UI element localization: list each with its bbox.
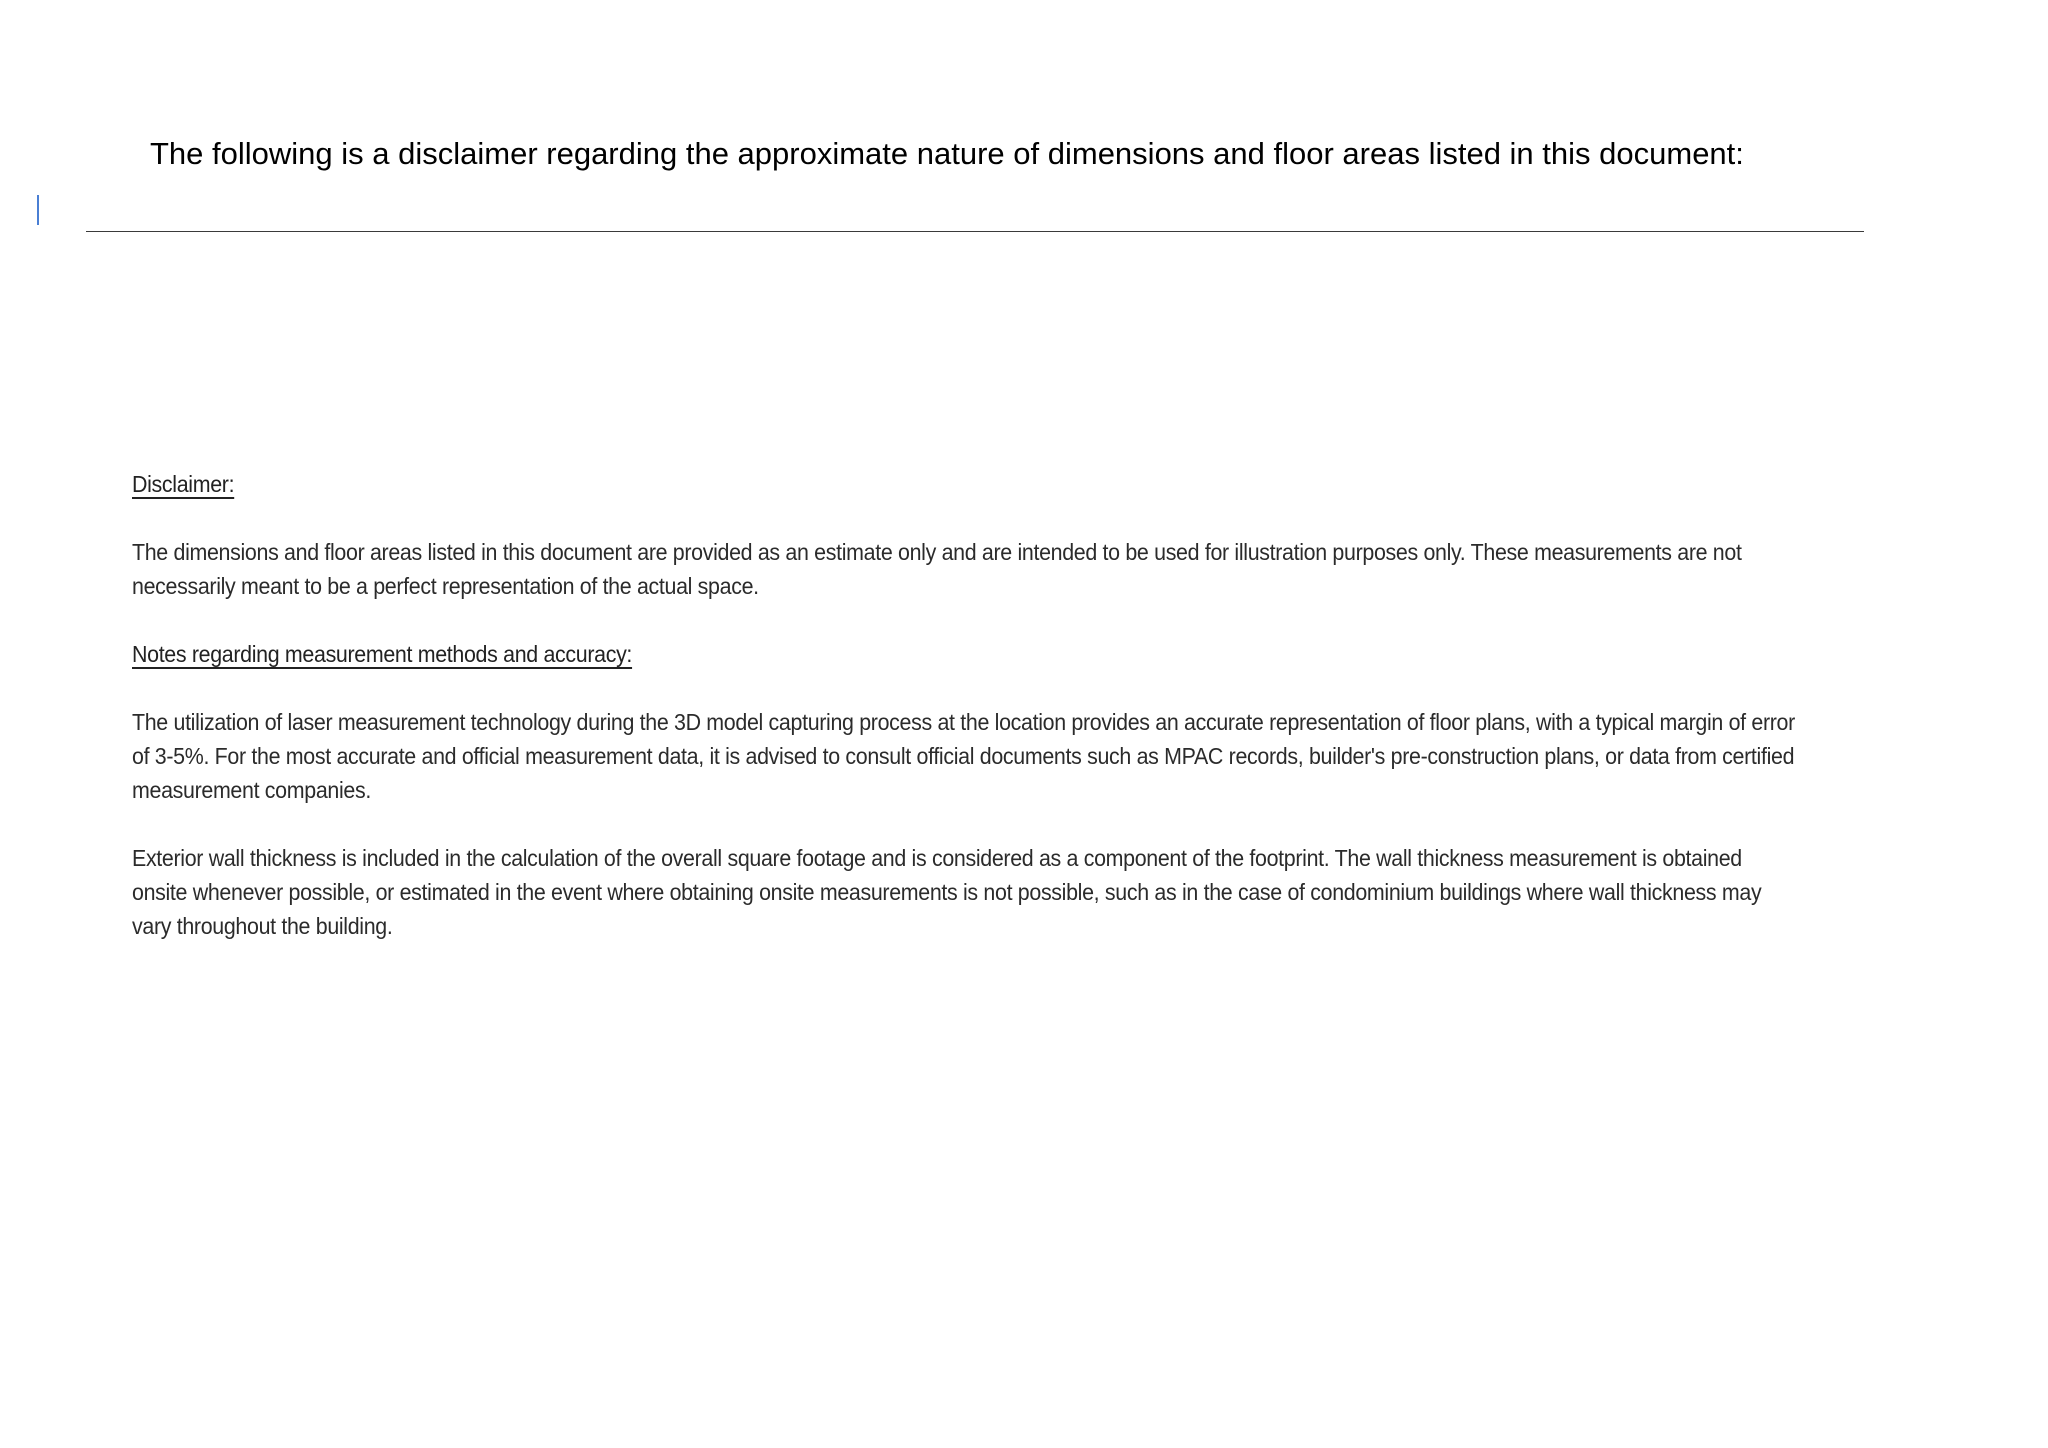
notes-heading: Notes regarding measurement methods and accuracy: xyxy=(132,641,633,667)
notes-paragraph-wall-thickness: Exterior wall thickness is included in the calculation of the overall square footage and is considered as a component of the footprint. The wall thickness measurement is obtained onsite whenever possible, or estimated in the event where obtaining onsite measurements is not possible, such as in the case of condominium buildings where wall thickness may vary throughout the building. xyxy=(132,845,1762,939)
text-cursor-marker xyxy=(37,195,39,225)
horizontal-divider xyxy=(86,231,1864,232)
disclaimer-paragraph: The dimensions and floor areas listed in this document are provided as an estimate only and are intended to be used for illustration purposes only. These measurements are not necessarily meant to be a perfect representation of the actual space. xyxy=(132,539,1742,599)
disclaimer-heading: Disclaimer: xyxy=(132,471,235,497)
intro-text: The following is a disclaimer regarding the approximate nature of dimensions and floor areas listed in this document: xyxy=(150,136,1744,171)
notes-paragraph-accuracy: The utilization of laser measurement technology during the 3D model capturing process at the location provides an accurate representation of floor plans, with a typical margin of error of 3-5%. For the most accurate and official measurement data, it is advised to consult official documents such as MPAC records, builder's pre-construction plans, or data from certified measurement companies. xyxy=(132,709,1795,803)
disclaimer-image-block xyxy=(132,467,1795,943)
